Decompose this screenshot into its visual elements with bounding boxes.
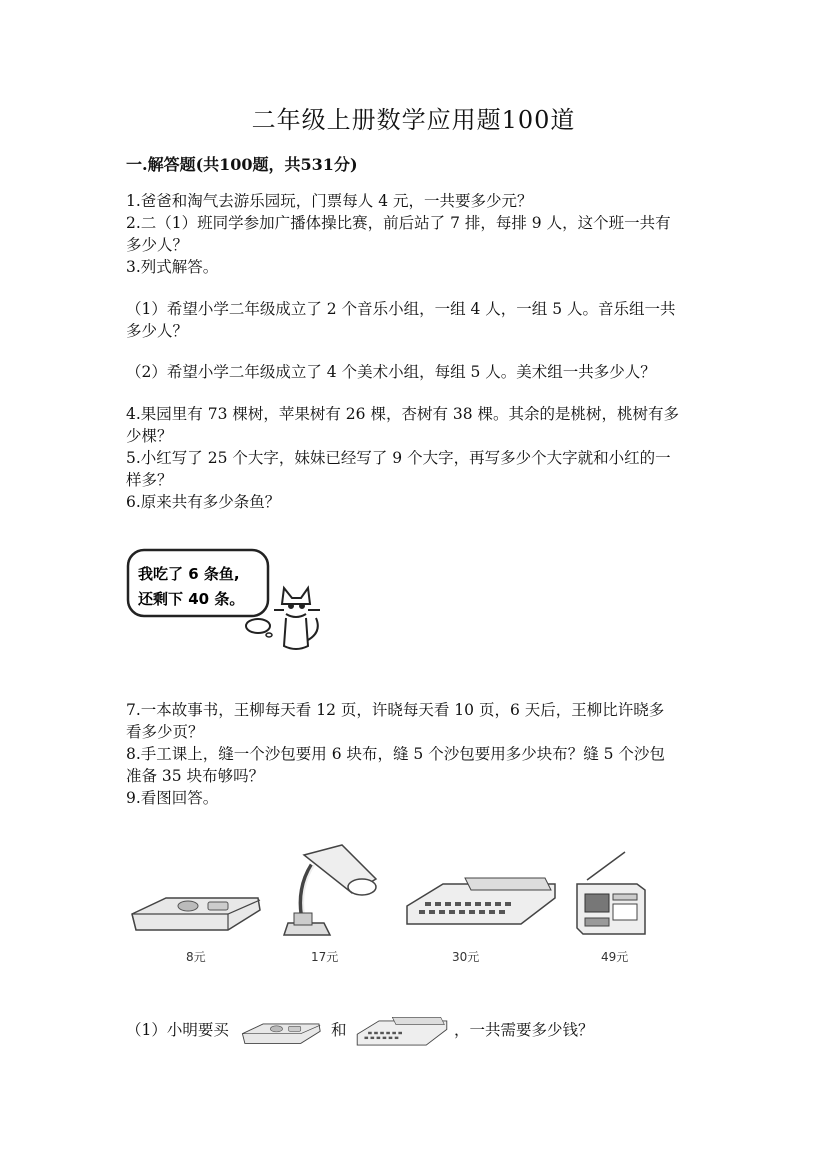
question-line: 9.看图回答。 — [126, 789, 219, 807]
pencil-box-icon — [128, 892, 263, 937]
calculator-icon — [356, 1014, 448, 1052]
radio-icon — [573, 850, 648, 940]
question-line: 少棵？ — [126, 427, 173, 445]
question-line: 2.二（1）班同学参加广播体操比赛，前后站了 7 排，每排 9 人，这个班一共有 — [126, 214, 671, 232]
question-line: 多少人？ — [126, 322, 189, 340]
question-line: 准备 35 块布够吗？ — [126, 767, 265, 785]
question-line: （1）希望小学二年级成立了 2 个音乐小组，一组 4 人，一组 5 人。音乐组一共 — [126, 300, 676, 318]
question-line: 多少人？ — [126, 236, 189, 254]
price-label: 49元 — [601, 950, 629, 964]
calculator-icon — [405, 876, 557, 932]
price-label: 8元 — [186, 950, 206, 964]
question-line: （2）希望小学二年级成立了 4 个美术小组，每组 5 人。美术组一共多少人？ — [126, 363, 656, 381]
question-line: 1.爸爸和淘气去游乐园玩，门票每人 4 元，一共要多少元？ — [126, 192, 533, 210]
question-line: 和 — [331, 1021, 347, 1039]
question-line: 5.小红写了 25 个大字，妹妹已经写了 9 个大字，再写多少个大字就和小红的一 — [126, 449, 671, 467]
question-line: 看多少页？ — [126, 723, 204, 741]
desk-lamp-icon — [284, 843, 379, 939]
price-label: 30元 — [452, 950, 480, 964]
question-line: 6.原来共有多少条鱼？ — [126, 493, 281, 511]
question-line: 7.一本故事书，王柳每天看 12 页，许晓每天看 10 页，6 天后，王柳比许晓多 — [126, 701, 665, 719]
question-line: （1）小明要买 — [126, 1021, 229, 1039]
question-line: 8.手工课上，缝一个沙包要用 6 块布，缝 5 个沙包要用多少块布？缝 5 个沙包 — [126, 745, 665, 763]
question-line: ，一共需要多少钱？ — [454, 1021, 594, 1039]
question-line: 4.果园里有 73 棵树，苹果树有 26 棵，杏树有 38 棵。其余的是桃树，桃树有多 — [126, 405, 680, 423]
bubble-text-line1: 我吃了 6 条鱼, — [138, 565, 240, 583]
cat-icon — [274, 588, 320, 649]
question-line: 3.列式解答。 — [126, 258, 219, 276]
section-heading: 一.解答题(共100题，共531分) — [126, 155, 358, 174]
bubble-text-line2: 还剩下 40 条。 — [138, 590, 245, 608]
pencil-box-icon — [240, 1017, 322, 1051]
price-label: 17元 — [311, 950, 339, 964]
page-title: 二年级上册数学应用题100道 — [251, 106, 576, 134]
cat-speech-illustration — [126, 548, 336, 658]
question-line: 样多？ — [126, 471, 173, 489]
